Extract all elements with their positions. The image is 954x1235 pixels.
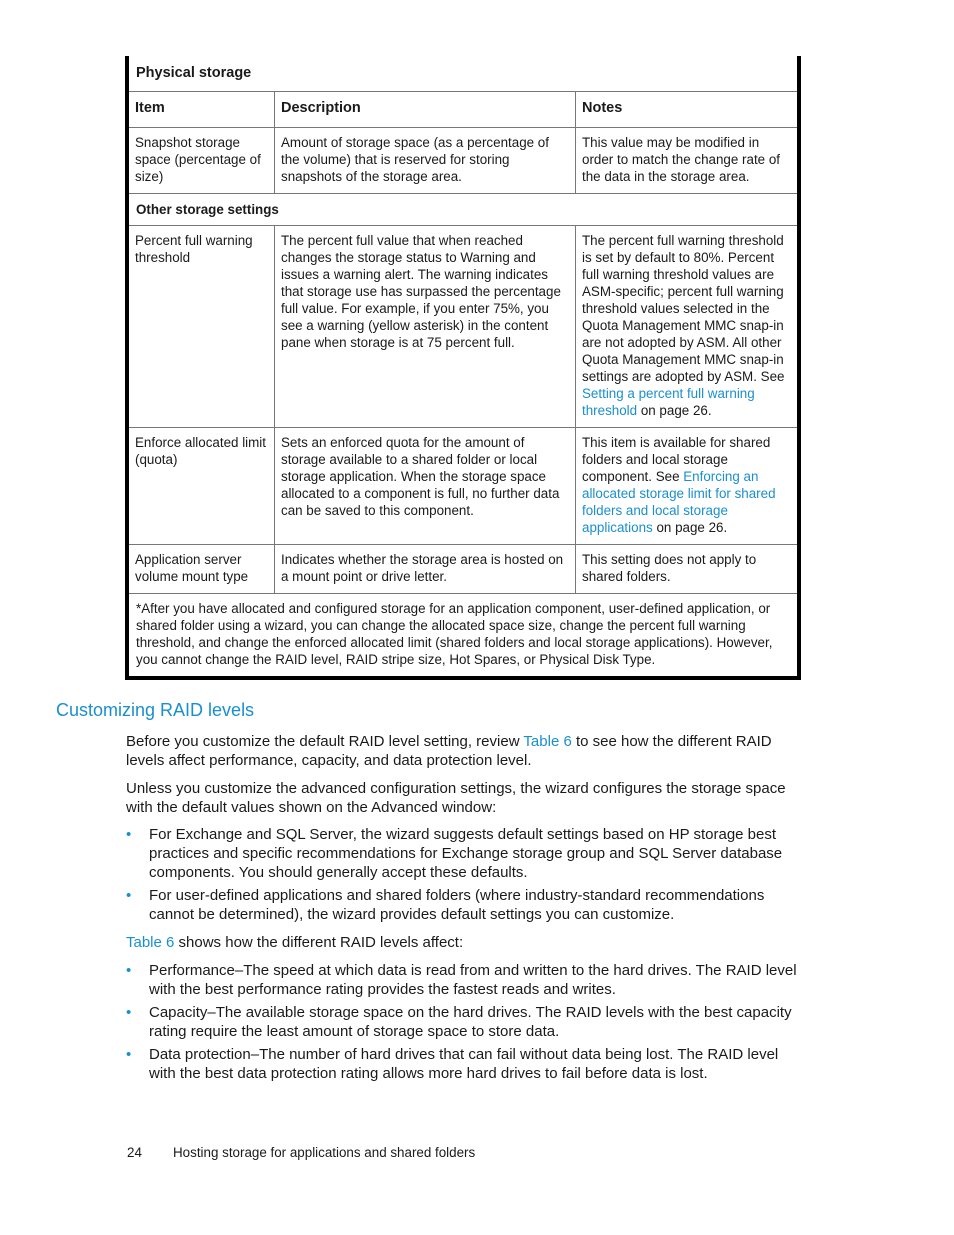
table-row [129, 428, 797, 545]
list-item [126, 825, 806, 882]
row-description: Sets an enforced quota for the amount of storage available to a shared folder or local storage application. When the storage space allocated to a component is full, no further data can be saved to this component. [275, 428, 576, 544]
table-footnote-row [129, 594, 797, 676]
paragraph-text: shows how the different RAID levels affect: [174, 934, 464, 951]
footer-text: Hosting storage for applications and shared folders [173, 1145, 476, 1160]
list-item-text: For user-defined applications and shared folders (where industry-standard recommendations cannot be determined), the wizard provides default settings you can customize. [149, 887, 765, 923]
physical-storage-table [125, 56, 801, 680]
row-notes: This setting does not apply to shared folders. [582, 552, 757, 584]
paragraph [126, 933, 806, 952]
list-item [126, 886, 806, 924]
row-item: Percent full warning threshold [129, 226, 275, 427]
notes-text: The percent full warning threshold is set by default to 80%. Percent full warning threshold values are ASM-specific; percent full warning threshold values selected in the Quota Management MMC snap-in are not adopted by ASM. All other Quota Management MMC snap-in settings are adopted by ASM. See [582, 233, 785, 384]
bullet-icon: • [126, 962, 132, 979]
row-item: Enforce allocated limit (quota) [129, 428, 275, 544]
row-description: Indicates whether the storage area is hosted on a mount point or drive letter. [275, 545, 576, 593]
row-description: Amount of storage space (as a percentage of the volume) that is reserved for storing snapshots of the storage area. [275, 128, 576, 193]
bullet-icon: • [126, 1004, 132, 1021]
list-item-text: Performance–The speed at which data is read from and written to the hard drives. The RAID level with the best performance rating provides the fastest reads and writes. [149, 962, 797, 998]
section-heading: Customizing RAID levels [56, 700, 255, 720]
table-footnote: *After you have allocated and configured storage for an application component, user-defined application, or shared folder using a wizard, you can change the allocated space size, change the percent full warning threshold, and change the enforced allocated limit (shared folders and local storage applications). However, you cannot change the RAID level, RAID stripe size, Hot Spares, or Physical Disk Type. [136, 601, 773, 667]
table-header-row [129, 92, 797, 128]
list-item [126, 961, 806, 999]
page-footer [127, 1145, 475, 1160]
paragraph [126, 732, 806, 770]
list-item [126, 1003, 806, 1041]
table-row [129, 226, 797, 428]
list-item-text: For Exchange and SQL Server, the wizard suggests default settings based on HP storage best practices and specific recommendations for Exchange storage group and SQL Server database components. You should generally accept these defaults. [149, 826, 783, 881]
list-item-text: Capacity–The available storage space on the hard drives. The RAID levels with the best capacity rating require the least amount of storage space to store data. [149, 1004, 792, 1040]
table-title: Physical storage [129, 56, 797, 92]
table-row [129, 128, 797, 194]
row-description: The percent full value that when reached changes the storage status to Warning and issues a warning alert. The warning indicates that storage use has surpassed the percentage full value. For example, if you enter 75%, you see a warning (yellow asterisk) in the content pane when storage is at 75 percent full. [275, 226, 576, 427]
table-section-heading: Other storage settings [129, 194, 797, 226]
list-item-text: Data protection–The number of hard drives that can fail without data being lost. The RAID level with the best data protection rating allows more hard drives to fail before data is lost. [149, 1046, 779, 1082]
header-item: Item [129, 92, 275, 127]
page-number: 24 [127, 1145, 142, 1160]
list-item [126, 1045, 806, 1083]
paragraph: Unless you customize the advanced configuration settings, the wizard configures the storage space with the default values shown on the Advanced window: [126, 780, 786, 816]
bullet-list [126, 961, 806, 1087]
paragraph-text: to see how the different RAID levels affect performance, capacity, and data protection level. [126, 733, 772, 769]
row-notes [576, 428, 797, 544]
notes-text: on page 26. [637, 403, 712, 418]
bullet-icon: • [126, 1046, 132, 1063]
notes-text: This item is available for shared folders and local storage component. See [582, 435, 771, 484]
table-6-link[interactable]: Table 6 [523, 733, 572, 750]
header-notes: Notes [582, 100, 623, 116]
row-item: Snapshot storage space (percentage of size) [129, 128, 275, 193]
table-6-link[interactable]: Table 6 [126, 934, 175, 951]
bullet-list [126, 825, 806, 928]
notes-text: on page 26. [652, 520, 728, 535]
enforcing-limit-link[interactable]: Enforcing an allocated storage limit for shared folders and local storage applications [582, 469, 776, 535]
table-row [129, 545, 797, 594]
paragraph-text: Before you customize the default RAID level setting, review [126, 733, 524, 750]
percent-full-warning-link[interactable]: Setting a percent full warning threshold [582, 386, 755, 418]
bullet-icon: • [126, 887, 132, 904]
bullet-icon: • [126, 826, 132, 843]
row-notes [576, 226, 797, 427]
row-notes: This value may be modified in order to match the change rate of the data in the storage area. [582, 135, 781, 184]
header-description: Description [275, 92, 576, 127]
row-item: Application server volume mount type [129, 545, 275, 593]
